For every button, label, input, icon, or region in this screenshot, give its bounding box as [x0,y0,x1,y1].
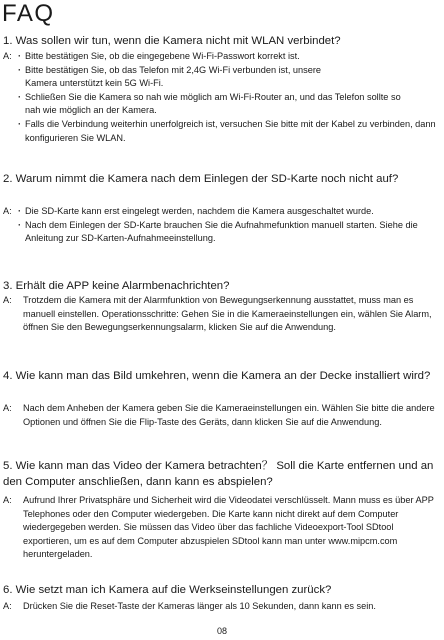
faq-answer-4 [3,402,441,429]
faq-answer-1 [3,50,441,145]
answer-text: Drücken Sie die Reset-Taste der Kameras länger als 10 Sekunden, dann kann es sein. [23,601,376,611]
page-number: 08 [216,626,227,636]
faq-question-4: 4. Wie kann man das Bild umkehren, wenn die Kamera an der Decke installiert wird? [3,370,431,382]
answer-text: Trotzdem die Kamera mit der Alarmfunktion von Bewegungserkennung ausstattet, muss man es manuell einstellen. Operationsschritte: Gehen Sie in die Kameraeinstellungen ein, wählen Sie Alarm, öffnen Sie den Bewegungserkennungsalarm, klicken Sie auf die Anwendung. [23,295,432,333]
answer-bullet: · Die SD-Karte kann erst eingelegt werden, nachdem die Kamera ausgeschaltet wurde. [18,205,441,219]
answer-prefix: A: [3,206,12,216]
answer-prefix: A: [3,51,12,61]
faq-question-5: 5. Wie kann man das Video der Kamera betrachten？ Soll die Karte entfernen und an den Computer anschließen, dann kann es abspielen? [3,460,434,488]
answer-text: Aufrund Ihrer Privatsphäre und Sicherheit wird die Videodatei verschlüsselt. Mann muss es über APP Telephones oder den Computer wiedergeben. Die Karte kann nicht direkt auf dem Computer wiedergegeben werden. Sie müssen das Video über das fachliche Videoexport-Tool SDtool exportieren, um es auf dem Computer abzuspielen SDtool kann man unter www.mipcm.com heruntergeladen. [23,495,434,560]
answer-bullet: · Nach dem Einlegen der SD-Karte brauchen Sie die Aufnahmefunktion manuell starten. Siehe die Anleitung zur SD-Karten-Aufnahmeeinstellung. [18,219,441,246]
answer-prefix: A: [3,403,12,413]
faq-answer-6 [3,600,441,614]
answer-bullet: · Falls die Verbindung weiterhin unerfolgreich ist, versuchen Sie bitte mit der Kabel zu verbinden, dann konfigurieren Sie WLAN. [18,118,441,145]
page-title: FAQ [2,0,55,27]
faq-question-2: 2. Warum nimmt die Kamera nach dem Einlegen der SD-Karte noch nicht auf? [3,173,399,185]
faq-answer-5 [3,494,441,562]
answer-prefix: A: [3,601,12,611]
faq-question-3: 3. Erhält die APP keine Alarmbenachrichten? [3,280,230,292]
answer-prefix: A: [3,295,12,305]
answer-bullet: · Bitte bestätigen Sie, ob das Telefon mit 2,4G Wi-Fi verbunden ist, unsere Kamera unterstützt kein 5G Wi-Fi. [18,64,355,91]
answer-text: Nach dem Anheben der Kamera geben Sie die Kameraeinstellungen ein. Wählen Sie bitte die andere Optionen und öffnen Sie die Flip-Taste des Geräts, dann klicken Sie auf die Anwendung. [23,403,435,427]
faq-answer-3 [3,294,441,335]
faq-answer-2 [3,205,441,246]
answer-bullet: · Schließen Sie die Kamera so nah wie möglich am Wi-Fi-Router an, und das Telefon sollte so nah wie möglich an der Kamera. [18,91,415,118]
faq-question-1: 1. Was sollen wir tun, wenn die Kamera nicht mit WLAN verbindet? [3,35,341,47]
answer-prefix: A: [3,495,12,505]
answer-bullet: · Bitte bestätigen Sie, ob die eingegebene Wi-Fi-Passwort korrekt ist. [18,50,441,64]
faq-question-6: 6. Wie setzt man ich Kamera auf die Werkseinstellungen zurück? [3,584,332,596]
